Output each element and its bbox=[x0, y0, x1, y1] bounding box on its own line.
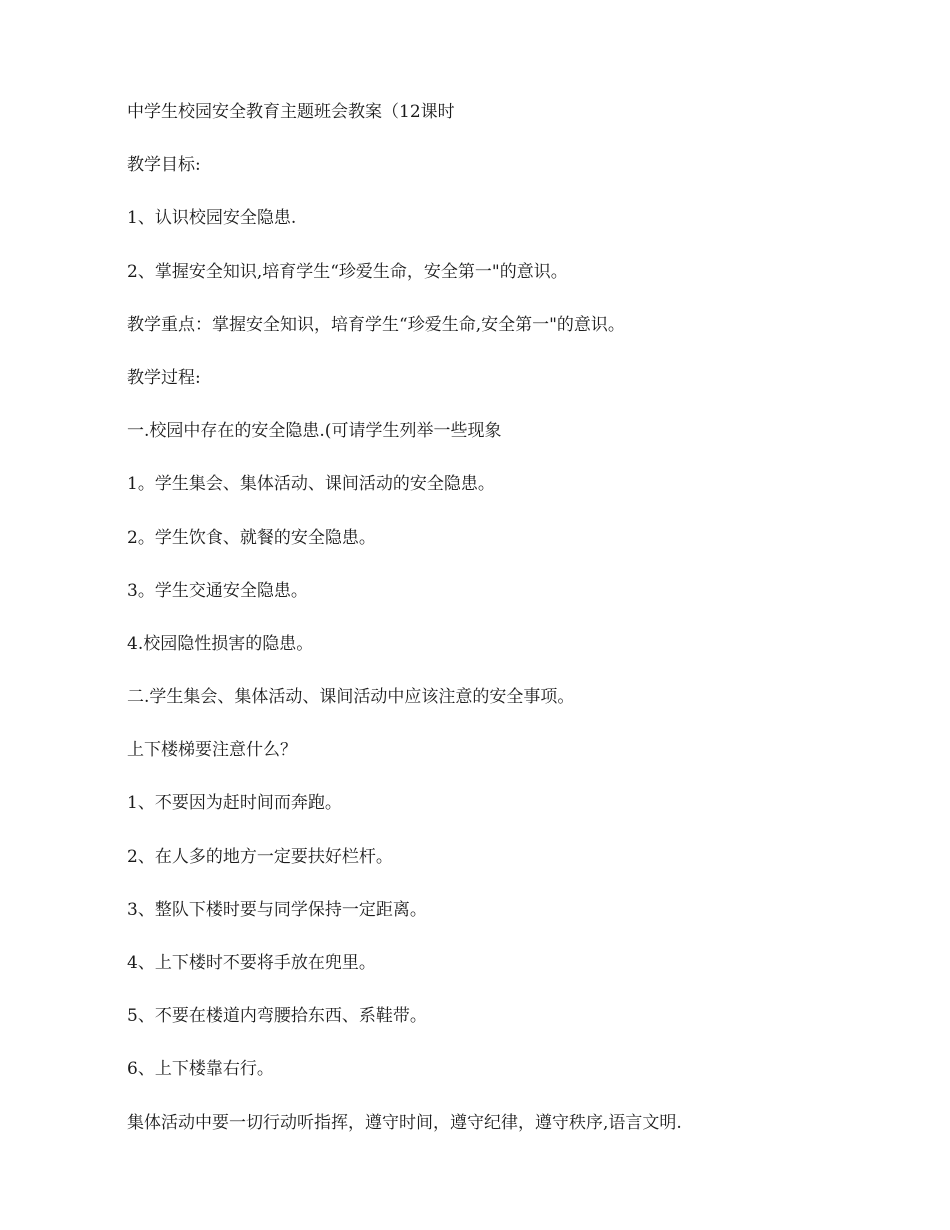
section-heading-objectives: 教学目标: bbox=[127, 155, 201, 176]
subsection-heading: 一.校园中存在的安全隐患.(可请学生列举一些现象 bbox=[127, 421, 502, 442]
question-heading: 上下楼梯要注意什么？ bbox=[127, 740, 297, 761]
subsection-heading: 二.学生集会、集体活动、课间活动中应该注意的安全事项。 bbox=[127, 687, 575, 708]
list-item: 6、上下楼靠右行。 bbox=[127, 1059, 274, 1080]
list-item: 2、在人多的地方一定要扶好栏杆。 bbox=[127, 846, 393, 867]
list-item: 2。学生饮食、就餐的安全隐患。 bbox=[127, 527, 376, 548]
list-item: 5、不要在楼道内弯腰拾东西、系鞋带。 bbox=[127, 1006, 427, 1027]
list-item: 4、上下楼时不要将手放在兜里。 bbox=[127, 953, 376, 973]
section-heading-process: 教学过程: bbox=[127, 367, 201, 388]
list-item: 4.校园隐性损害的隐患。 bbox=[127, 633, 314, 654]
paragraph: 集体活动中要一切行动听指挥，遵守时间，遵守纪律，遵守秩序,语言文明. bbox=[127, 1112, 682, 1133]
list-item: 3、整队下楼时要与同学保持一定距离。 bbox=[127, 899, 427, 920]
list-item: 3。学生交通安全隐患。 bbox=[127, 580, 308, 601]
list-item: 1。学生集会、集体活动、课间活动的安全隐患。 bbox=[127, 474, 495, 495]
list-item: 1、不要因为赶时间而奔跑。 bbox=[127, 793, 342, 814]
objective-item: 1、认识校园安全隐患. bbox=[127, 208, 297, 229]
document-body bbox=[127, 98, 827, 1162]
teaching-focus: 教学重点：掌握安全知识，培育学生“珍爱生命,安全第一"的意识。 bbox=[127, 314, 625, 335]
document-title: 中学生校园安全教育主题班会教案（12课时 bbox=[127, 102, 455, 122]
objective-item: 2、掌握安全知识,培育学生“珍爱生命，安全第一"的意识。 bbox=[127, 261, 568, 282]
